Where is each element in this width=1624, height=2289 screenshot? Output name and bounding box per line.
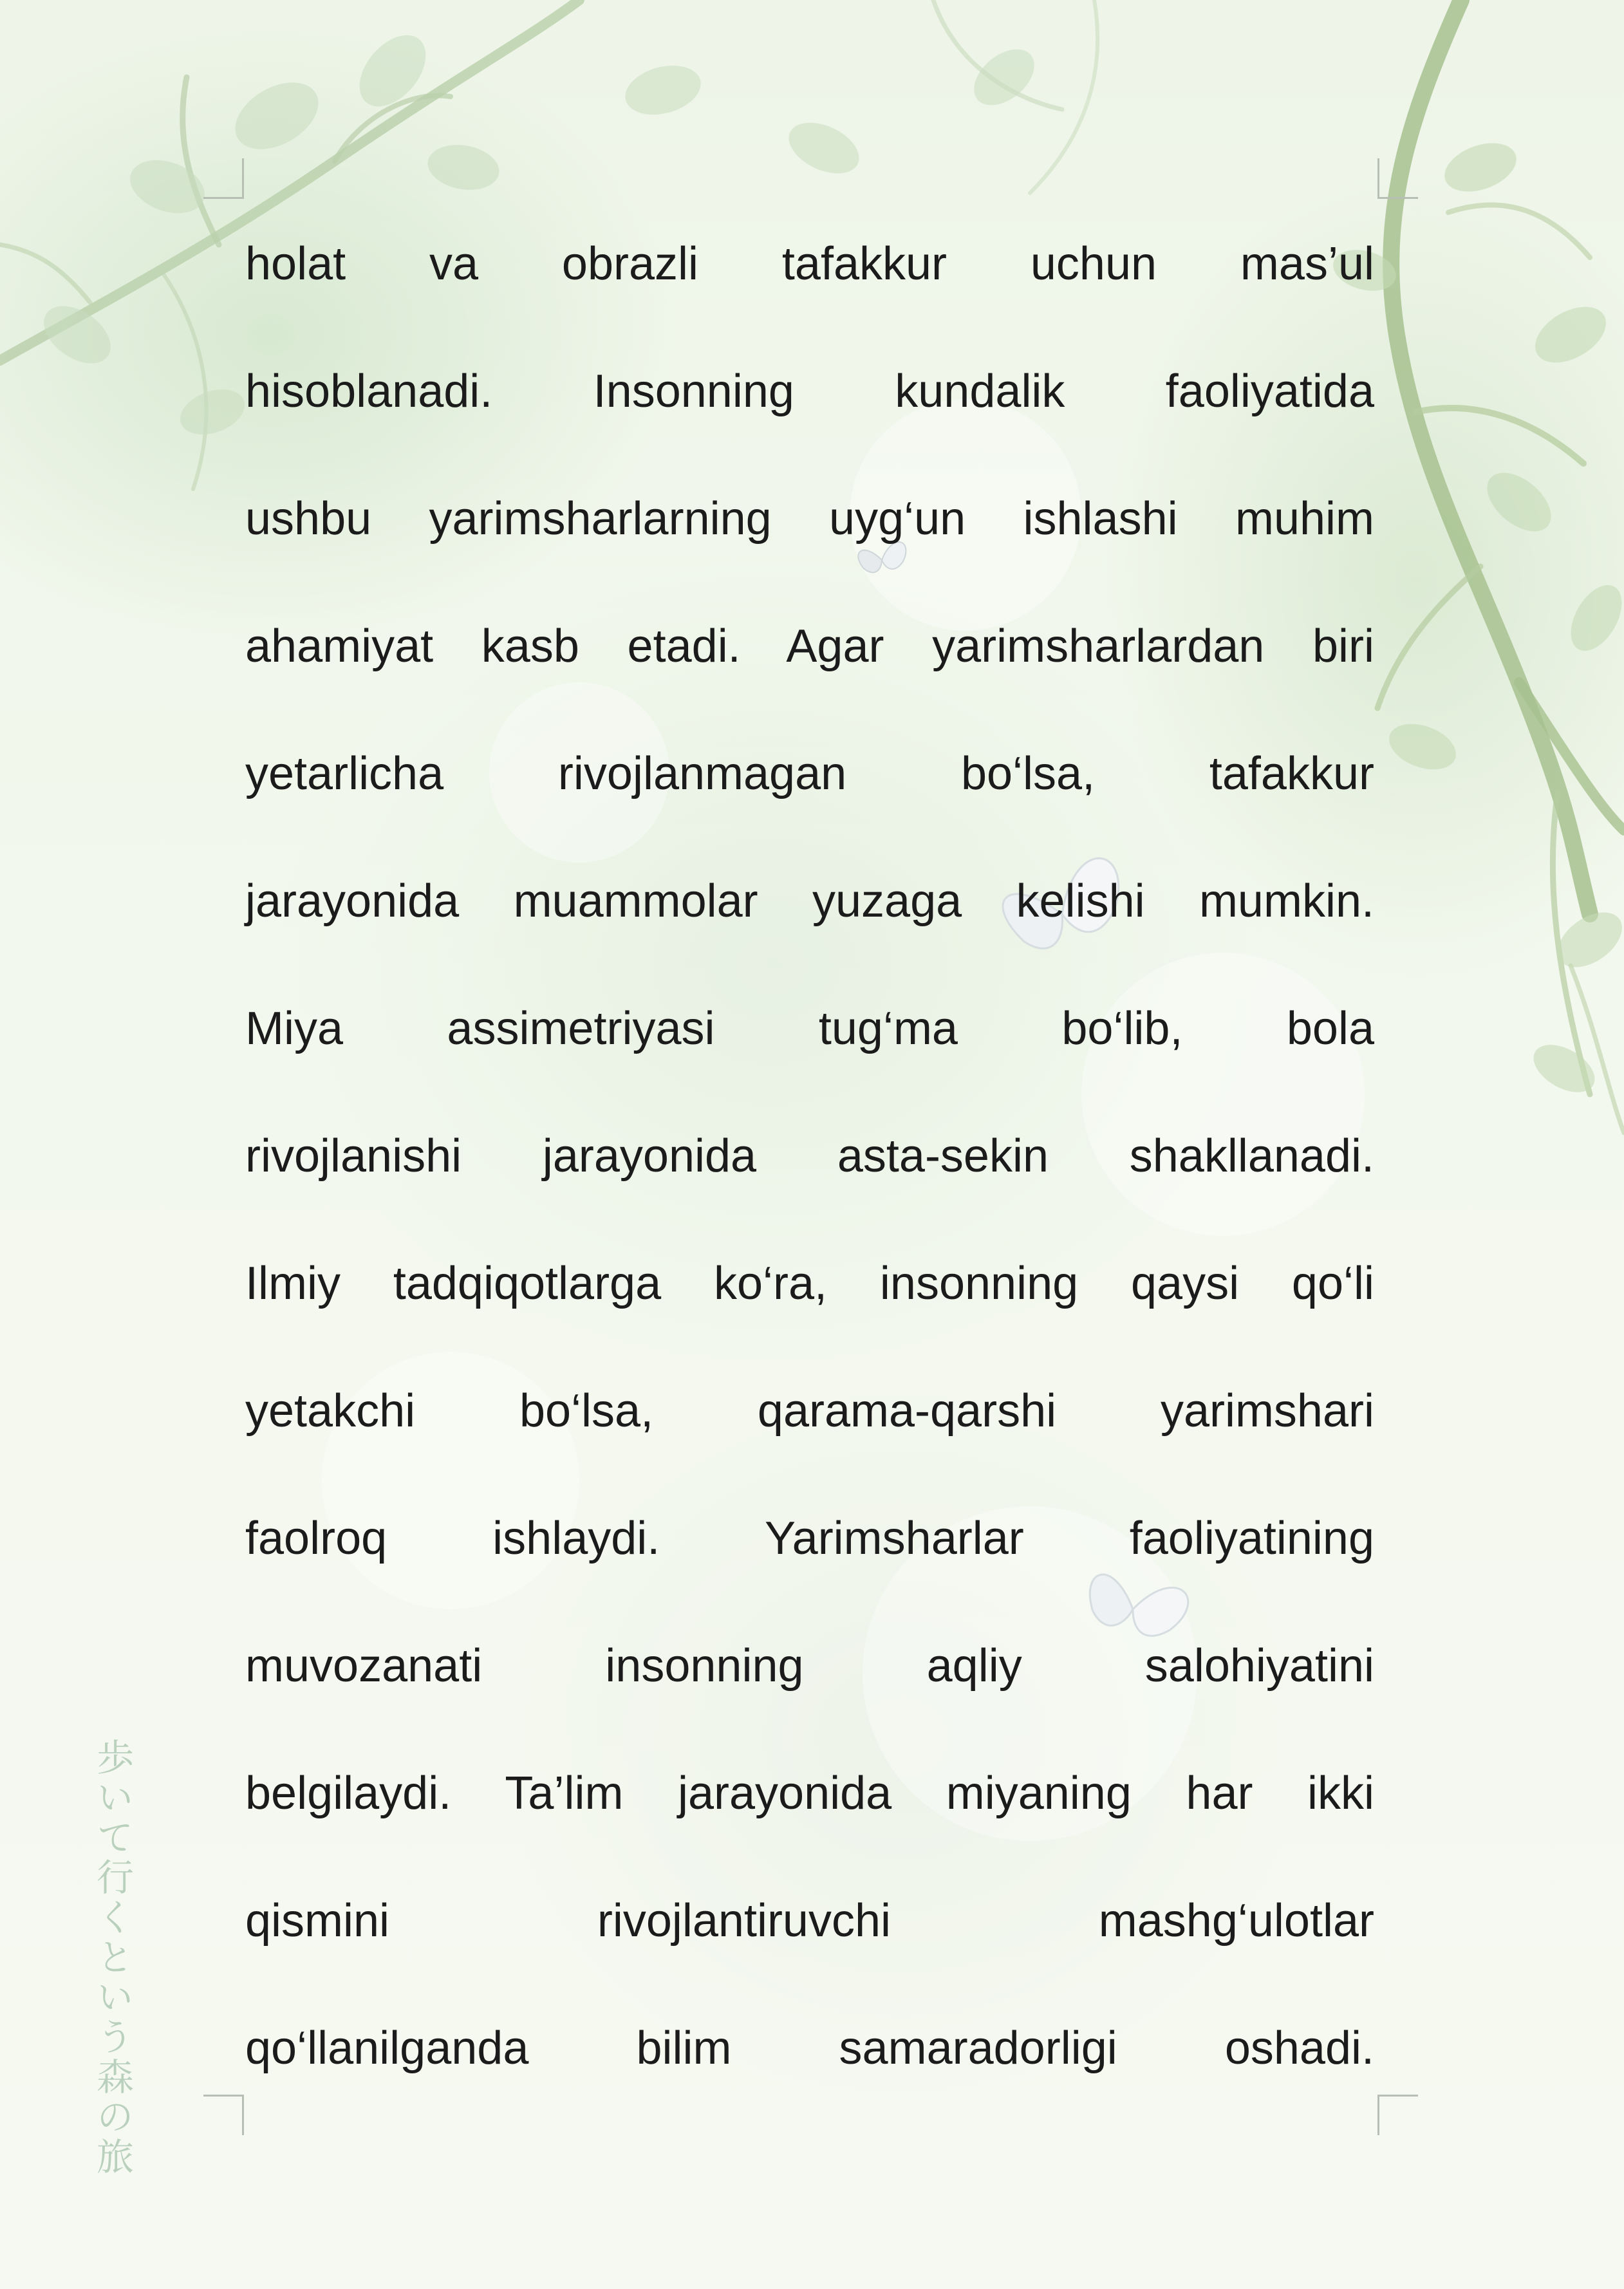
vertical-watermark-text: 歩いて行くという森の旅	[90, 1738, 134, 2177]
text-line: yetarlicha rivojlanmagan bo‘lsa, tafakkur	[245, 748, 1374, 799]
text-line: hisoblanadi. Insonning kundalik faoliyatida	[245, 366, 1374, 417]
text-line: Ilmiy tadqiqotlarga ko‘ra, insonning qaysi qo‘li	[245, 1258, 1374, 1309]
crop-mark-bottom-right	[1377, 2095, 1418, 2135]
text-line: Miya assimetriyasi tug‘ma bo‘lib, bola	[245, 1003, 1374, 1054]
text-line: holat va obrazli tafakkur uchun mas’ul	[245, 238, 1374, 290]
text-line: qo‘llanilganda bilim samaradorligi oshadi.	[245, 2023, 1374, 2074]
text-line: ushbu yarimsharlarning uyg‘un ishlashi muhim	[245, 493, 1374, 545]
crop-mark-bottom-left	[203, 2095, 244, 2135]
text-line: jarayonida muammolar yuzaga kelishi mumkin.	[245, 875, 1374, 927]
body-paragraph	[245, 225, 1374, 2137]
text-line: qismini rivojlantiruvchi mashg‘ulotlar	[245, 1895, 1374, 1947]
crop-mark-top-left	[203, 158, 244, 199]
text-line: belgilaydi. Ta’lim jarayonida miyaning har ikki	[245, 1768, 1374, 1819]
text-line: muvozanati insonning aqliy salohiyatini	[245, 1640, 1374, 1692]
text-line: yetakchi bo‘lsa, qarama-qarshi yarimshari	[245, 1385, 1374, 1437]
text-line: rivojlanishi jarayonida asta-sekin shakllanadi.	[245, 1130, 1374, 1182]
text-line: faolroq ishlaydi. Yarimsharlar faoliyatining	[245, 1513, 1374, 1564]
text-line: ahamiyat kasb etadi. Agar yarimsharlardan biri	[245, 621, 1374, 672]
crop-mark-top-right	[1377, 158, 1418, 199]
